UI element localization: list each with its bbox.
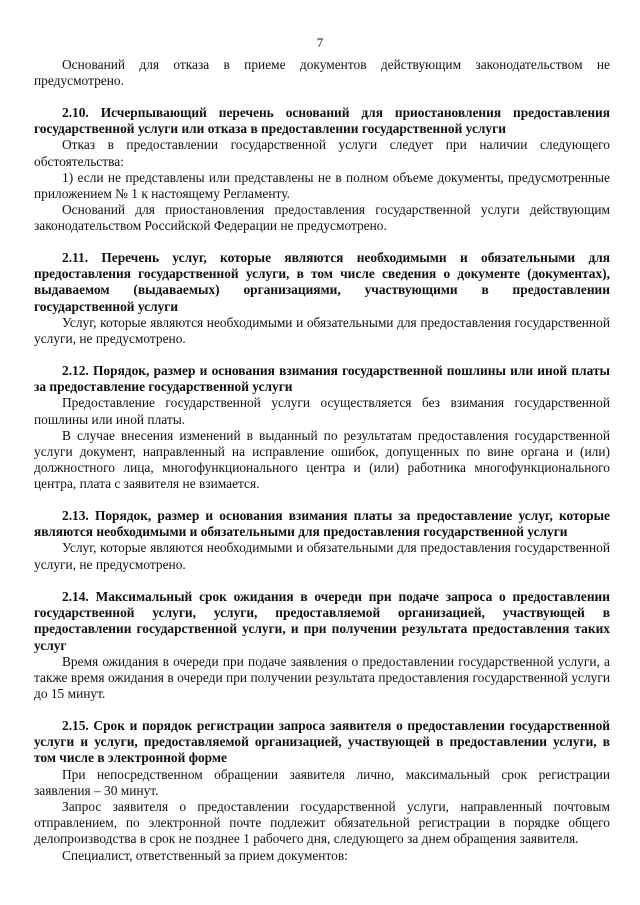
paragraph: В случае внесения изменений в выданный по результатам предоставления государственной услуги документ, направленный на исправление ошибок, допущенных по вине органа и (или) должностного лица, многофункционального центра и (или) работника многофункционального центра, плата с заявителя не взимается. bbox=[34, 427, 610, 492]
section-2-15 bbox=[34, 718, 610, 864]
intro-block bbox=[34, 57, 610, 89]
paragraph: Запрос заявителя о предоставлении государственной услуги, направленный почтовым отправлением, по электронной почте подлежит обязательной регистрации в порядке общего делопроизводства в срок не позднее 1 рабочего дня, следующего за днем обращения заявителя. bbox=[34, 799, 610, 847]
section-2-10 bbox=[34, 105, 610, 235]
paragraph: При непосредственном обращении заявителя лично, максимальный срок регистрации заявления – 30 минут. bbox=[34, 766, 610, 798]
section-heading: 2.15. Срок и порядок регистрации запроса заявителя о предоставлении государственной услуги и услуги, предоставляемой организацией, участвующей в предоставлении услуги, в том числе в электронной форме bbox=[34, 718, 610, 766]
paragraph: Оснований для приостановления предоставления государственной услуги действующим законодательством Российской Федерации не предусмотрено. bbox=[34, 202, 610, 234]
section-heading: 2.11. Перечень услуг, которые являются необходимыми и обязательными для предоставления государственной услуги, в том числе сведения о документе (документах), выдаваемом (выдаваемых) организациями, участвующими в предоставлении государственной услуги bbox=[34, 250, 610, 314]
section-2-14 bbox=[34, 589, 610, 702]
section-heading: 2.14. Максимальный срок ожидания в очереди при подаче запроса о предоставлении государственной услуги, услуги, предоставляемой организацией, участвующей в предоставлении государственной услуги, и при получении результата предоставления таких услуг bbox=[34, 589, 610, 653]
page-number: 7 bbox=[316, 35, 324, 50]
section-heading: 2.12. Порядок, размер и основания взимания государственной пошлины или иной платы за предоставление государственной услуги bbox=[34, 363, 610, 395]
paragraph: Оснований для отказа в приеме документов действующим законодательством не предусмотрено. bbox=[34, 57, 610, 89]
section-2-12 bbox=[34, 363, 610, 493]
paragraph: Время ожидания в очереди при подаче заявления о предоставлении государственной услуги, а также время ожидания в очереди при получении результата предоставления государственной услуги до 15 минут. bbox=[34, 653, 610, 702]
section-2-13 bbox=[34, 508, 610, 573]
section-heading: 2.13. Порядок, размер и основания взимания платы за предоставление услуг, которые являются необходимыми и обязательными для предоставления государственной услуги bbox=[34, 508, 610, 540]
section-2-11 bbox=[34, 250, 610, 347]
paragraph: Отказ в предоставлении государственной услуги следует при наличии следующего обстоятельства: bbox=[34, 137, 610, 169]
paragraph: 1) если не представлены или представлены не в полном объеме документы, предусмотренные приложением № 1 к настоящему Регламенту. bbox=[34, 169, 610, 202]
section-heading: 2.10. Исчерпывающий перечень оснований для приостановления предоставления государственной услуги или отказа в предоставлении государственной услуги bbox=[34, 105, 610, 137]
paragraph: Услуг, которые являются необходимыми и обязательными для предоставления государственной услуги, не предусмотрено. bbox=[34, 314, 610, 347]
paragraph: Специалист, ответственный за прием документов: bbox=[62, 847, 348, 863]
paragraph: Предоставление государственной услуги осуществляется без взимания государственной пошлины или иной платы. bbox=[34, 395, 610, 427]
paragraph: Услуг, которые являются необходимыми и обязательными для предоставления государственной услуги, не предусмотрено. bbox=[34, 540, 610, 572]
